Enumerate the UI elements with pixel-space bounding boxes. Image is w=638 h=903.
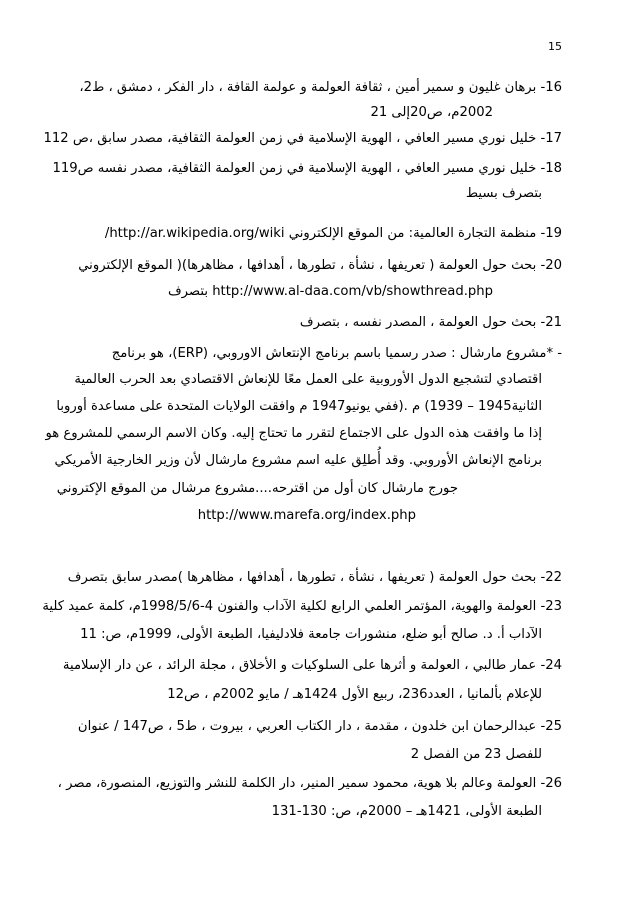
page-number: 15 [548, 40, 562, 53]
ref-23-line-2: الآداب أ. د. صالح أبو ضلع، منشورات جامعة فلادليفيا، الطبعة الأولى، 1999م، ص: 11 [80, 627, 542, 642]
ref-18-line-1: 18- خليل نوري مسير العافي ، الهوية الإسلامية في زمن العولمة الثقافية، مصدر نفسه ص119 [52, 161, 562, 176]
ref-19: 19- منظمة التجارة العالمية: من الموقع الإلكتروني http://ar.wikipedia.org/wiki/ [104, 226, 562, 241]
ref-25-line-2: للفصل 23 من الفصل 2 [410, 747, 542, 762]
ref-16-line-2: 2002م، ص20إلى 21 [370, 105, 493, 120]
note-line-1: - *مشروع مارشال : صدر رسميا باسم برنامج الإنتعاش الاوروبي، (ERP)، هو برنامج [111, 346, 562, 361]
note-line-6: جورج مارشال كان أول من اقترحه....مشروع مرشال من الموقع الإكتروني [56, 481, 458, 496]
ref-21: 21- بحث حول العولمة ، المصدر نفسه ، بتصرف [299, 315, 562, 330]
ref-22: 22- بحث حول العولمة ( تعريفها ، نشأة ، تطورها ، أهدافها ، مظاهرها )مصدر سابق بتصرف [67, 570, 562, 585]
note-line-3: الثانية1945 – 1939) م .(ففي يونيو1947 م وافقت الولايات المتحدة على مساعدة أوروبا [56, 399, 542, 414]
ref-26-line-1: 26- العولمة وعالم بلا هوية، محمود سمير المنير، دار الكلمة للنشر والتوزيع، المنصورة، مصر ، [57, 776, 562, 791]
ref-18-line-2: بتصرف بسيط [465, 186, 542, 201]
ref-20-line-2: http://www.al-daa.com/vb/showthread.php بتصرف [167, 284, 493, 299]
ref-24-line-2: للإعلام بألمانيا ، العدد236، ربيع الأول 1424هـ / مايو 2002م ، ص12 [167, 687, 542, 702]
ref-25-line-1: 25- عبدالرحمان ابن خلدون ، مقدمة ، دار الكتاب العربي ، بيروت ، ط5 ، ص147 / عنوان [77, 719, 562, 734]
ref-20-line-1: 20- بحث حول العولمة ( تعريفها ، نشأة ، تطورها ، أهدافها ، مظاهرها)( الموقع الإلكتروني [78, 258, 562, 273]
ref-17: 17- خليل نوري مسير العافي ، الهوية الإسلامية في زمن العولمة الثقافية، مصدر سابق ،ص 112 [43, 131, 562, 146]
note-url: http://www.marefa.org/index.php [197, 508, 416, 523]
ref-16-line-1: 16- برهان غليون و سمير أمين ، ثقافة العولمة و عولمة القافة ، دار الفكر ، دمشق ، ط2، [79, 80, 562, 95]
note-line-2: اقتصادي لتشجيع الدول الأوروبية على العمل معًا للإنعاش الاقتصادي بعد الحرب العالمية [74, 372, 542, 387]
ref-24-line-1: 24- عمار طالبي ، العولمة و أثرها على السلوكيات و الأخلاق ، مجلة الرائد ، عن دار الإسلامية [62, 658, 562, 673]
ref-23-line-1: 23- العولمة والهوية، المؤتمر العلمي الرابع لكلية الآداب والفنون 4-1998/5/6م، كلمة عميد كلية [42, 599, 562, 614]
note-line-4: إذا ما وافقت هذه الدول على الاجتماع لتقرر ما تحتاج إليه. وكان الاسم الرسمي للمشروع هو [45, 426, 542, 441]
note-line-5: برنامج الإنعاش الأوروبي. وقد أُطلِق عليه اسم مشروع مارشال لأن وزير الخارجية الأمريكي [54, 453, 542, 468]
ref-26-line-2: الطبعة الأولى، 1421هـ – 2000م، ص: 130-131 [271, 804, 542, 819]
